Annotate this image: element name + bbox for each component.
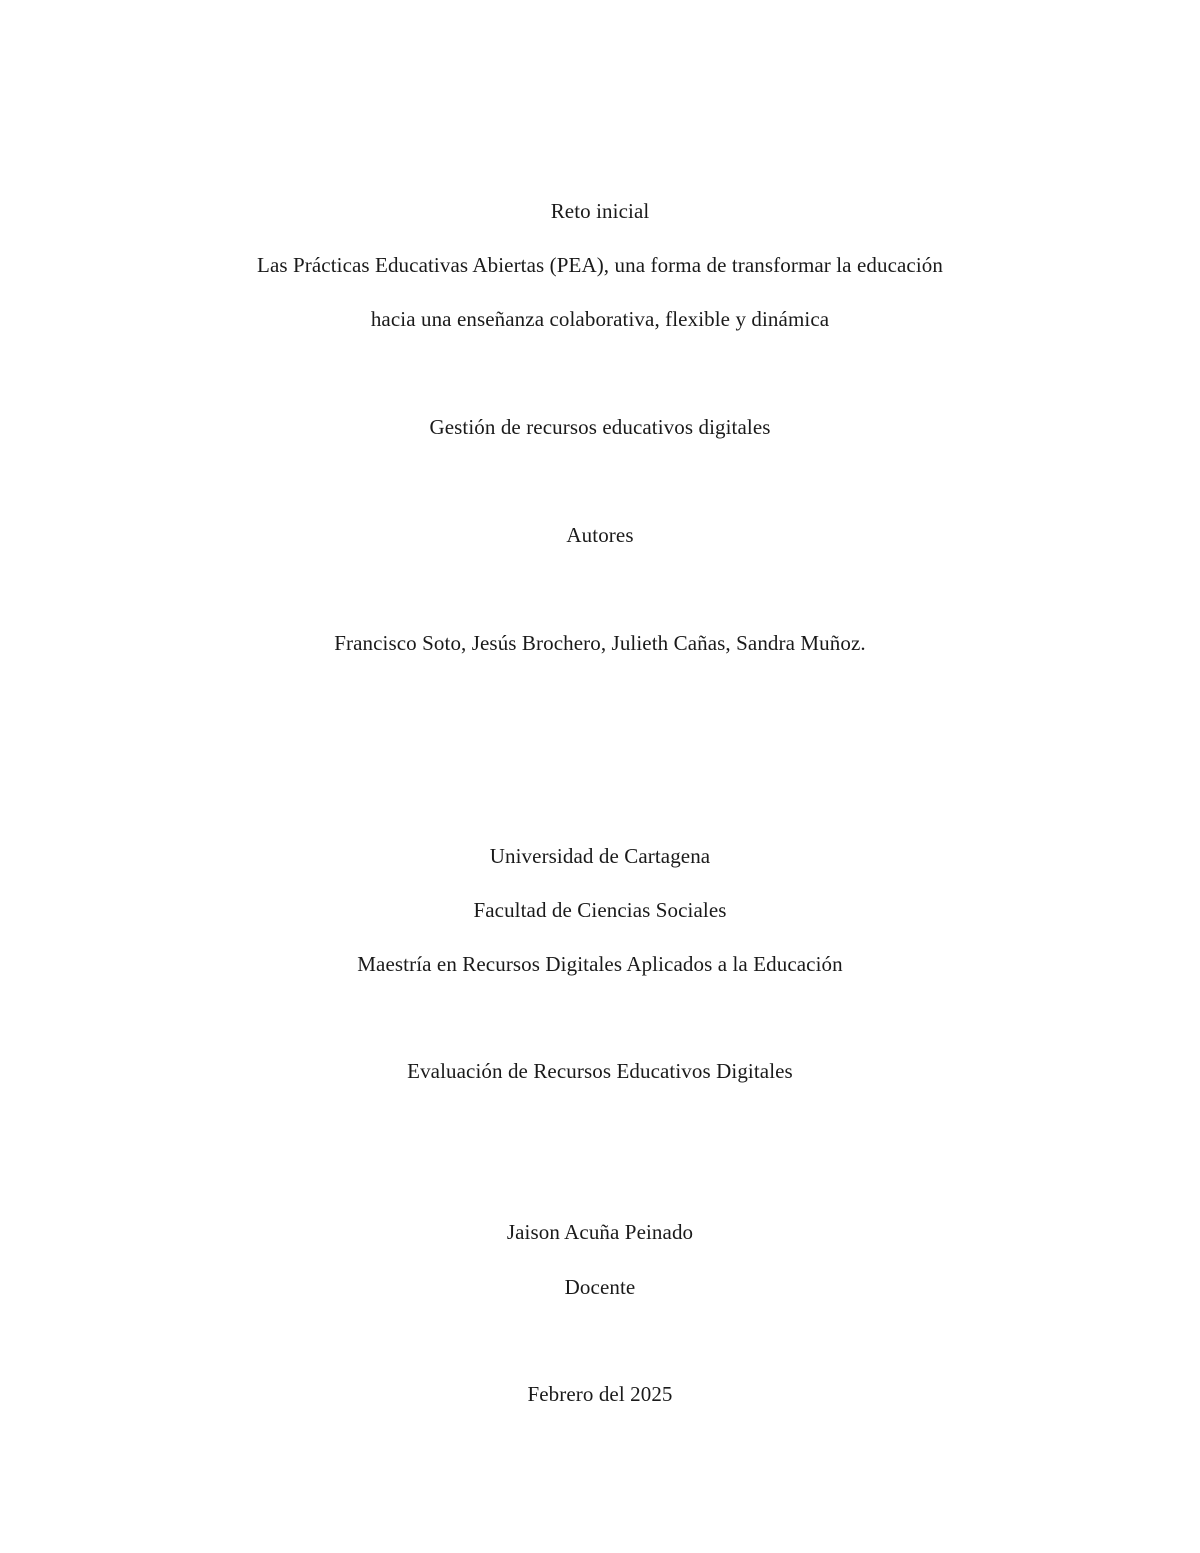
teacher-role: Docente: [564, 1275, 636, 1299]
faculty-name: Facultad de Ciencias Sociales: [473, 898, 727, 922]
document-date: Febrero del 2025: [527, 1382, 673, 1406]
course-name: Evaluación de Recursos Educativos Digitales: [407, 1059, 793, 1083]
university-name: Universidad de Cartagena: [489, 844, 711, 868]
teacher-name: Jaison Acuña Peinado: [506, 1220, 694, 1244]
authors-heading: Autores: [566, 523, 634, 547]
authors-list: Francisco Soto, Jesús Brochero, Julieth Cañas, Sandra Muñoz.: [334, 631, 866, 655]
program-name: Maestría en Recursos Digitales Aplicados a la Educación: [357, 952, 843, 976]
title-line-2: hacia una enseñanza colaborativa, flexible y dinámica: [370, 307, 830, 331]
title-line-1: Las Prácticas Educativas Abiertas (PEA), una forma de transformar la educación: [257, 253, 943, 277]
challenge-label: Reto inicial: [550, 199, 650, 223]
course-topic: Gestión de recursos educativos digitales: [429, 415, 771, 439]
